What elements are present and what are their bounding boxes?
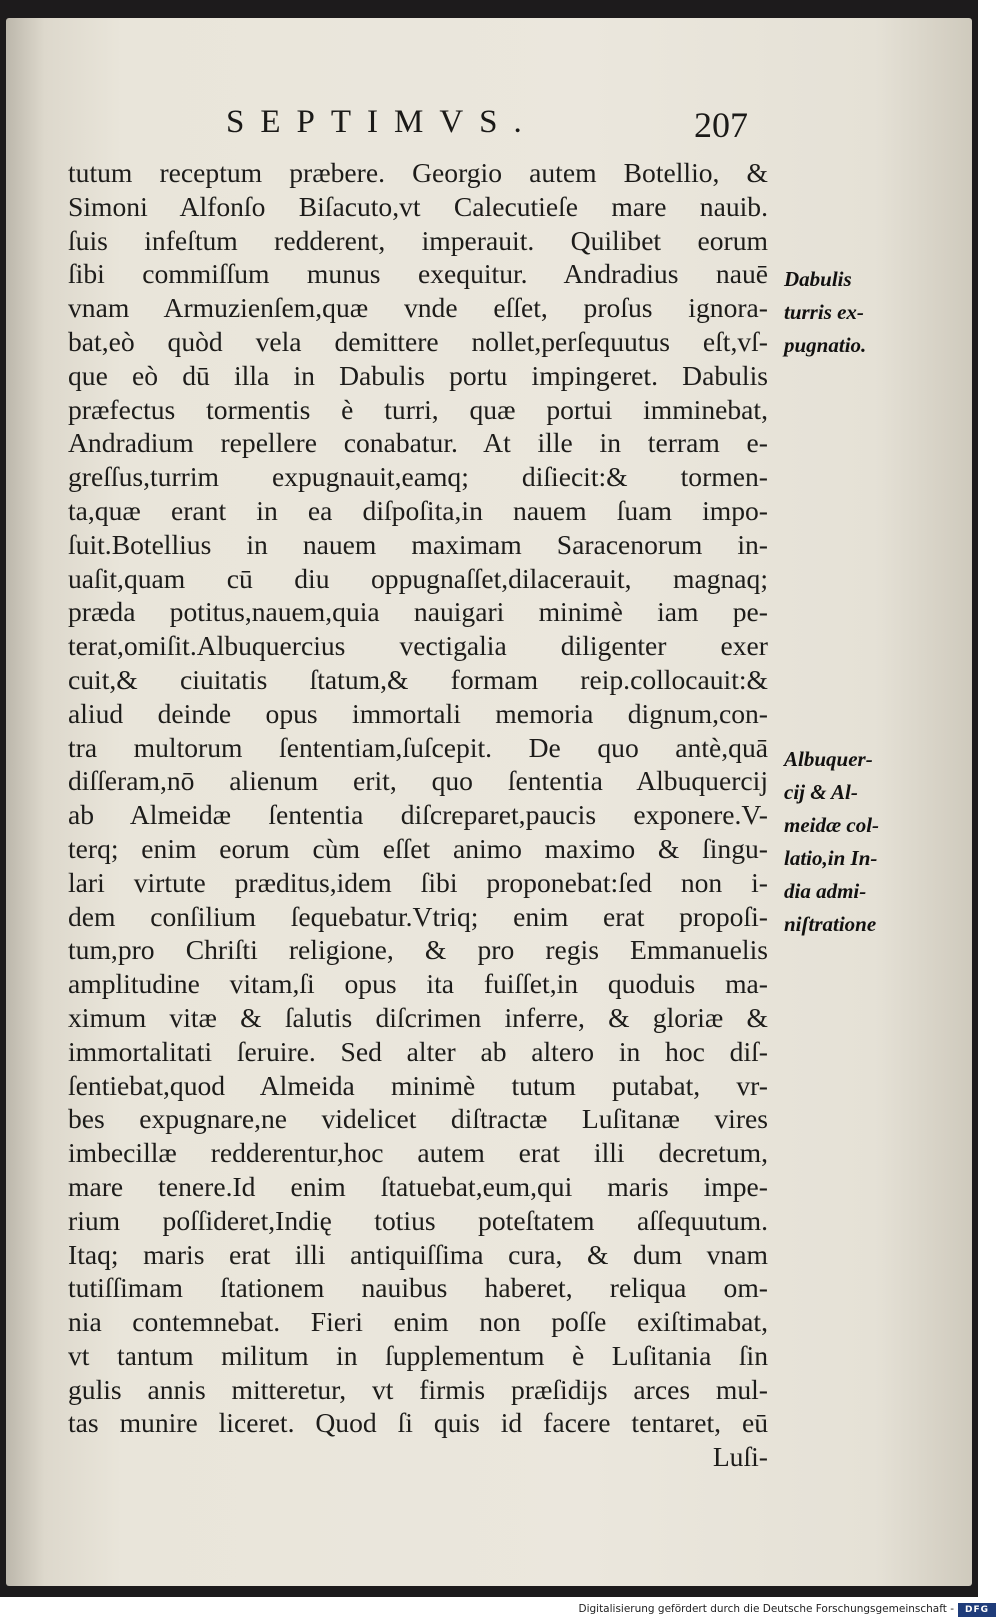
text-line: mare tenere.Id enim ſtatuebat,eum,qui maris impe- [68, 1170, 768, 1202]
text-line: diſſeram,nō alienum erit, quo ſententia Albuquercij [68, 765, 768, 797]
text-line: aliud deinde opus immortali memoria dignum,con- [68, 697, 768, 729]
text-line: vnam Armuzienſem,quæ vnde eſſet, proſus ignora- [68, 292, 768, 324]
text-line: tum,pro Chriſti religione, & pro regis Emmanuelis [68, 934, 768, 966]
marginal-note-line: dia admi- [784, 879, 867, 903]
text-line: terq; enim eorum cùm eſſet animo maximo & ſingu- [68, 832, 768, 864]
marginal-note-dabulis [784, 263, 964, 362]
text-line: Simoni Alfonſo Biſacuto,vt Calecutieſe mare nauib. [68, 190, 768, 222]
text-line: greſſus,turrim expugnauit,eamq; diſiecit:& tormen- [68, 461, 768, 493]
main-text-block [68, 156, 768, 1474]
marginal-note-line: Dabulis [784, 267, 852, 291]
text-line: dem conſilium ſequebatur.Vtriq; enim erat propoſi- [68, 900, 768, 932]
text-line: ximum vitæ & ſalutis diſcrimen inferre, & gloriæ & [68, 1001, 768, 1033]
marginal-note-line: niſtratione [784, 912, 877, 936]
text-line: ſentiebat,quod Almeida minimè tutum putabat, vr- [68, 1069, 768, 1101]
text-line: tutum receptum præbere. Georgio autem Botellio, & [68, 157, 768, 188]
dfg-logo: DFG [958, 1603, 996, 1617]
footer-bar [0, 1600, 1000, 1621]
text-line: Andradium repellere conabatur. At ille in terram e- [68, 427, 768, 459]
text-line: præda potitus,nauem,quia nauigari minimè iam pe- [68, 596, 768, 628]
text-line: imbecillæ redderentur,hoc autem erat illi decretum, [68, 1137, 768, 1169]
catchword: Luſi- [712, 1441, 768, 1473]
marginal-note-line: Albuquer- [784, 747, 873, 771]
text-line: lari virtute præditus,idem ſibi proponebat:ſed non i- [68, 866, 768, 898]
footer-credit: Digitalisierung gefördert durch die Deutsche Forschungsgemeinschaft - [578, 1603, 954, 1615]
running-head-title: SEPTIMVS. [226, 104, 538, 140]
text-line: ſuit.Botellius in nauem maximam Saracenorum in- [68, 528, 768, 560]
marginal-note-line: meidæ col- [784, 813, 880, 837]
text-line: tra multorum ſententiam,ſuſcepit. De quo antè,quā [68, 731, 768, 763]
text-line: ſibi commiſſum munus exequitur. Andradius nauē [68, 258, 768, 290]
text-line: rium poſſideret,Indię totius poteſtatem aſſequutum. [68, 1204, 768, 1236]
text-line: cuit,& ciuitatis ſtatum,& formam reip.collocauit:& [68, 663, 768, 695]
text-line: uaſit,quam cū diu oppugnaſſet,dilacerauit, magnaq; [68, 562, 768, 594]
text-line: præfectus tormentis è turri, quæ portui imminebat, [68, 393, 768, 425]
text-line: ab Almeidæ ſententia diſcreparet,paucis exponere.V- [68, 799, 768, 831]
marginal-note-line: cij & Al- [784, 780, 858, 804]
text-line: ſuis infeſtum redderent, imperauit. Quilibet eorum [68, 224, 768, 256]
text-line: gulis annis mitteretur, vt firmis præſidijs arces mul- [68, 1373, 768, 1405]
page-number: 207 [694, 105, 748, 145]
text-line: amplitudine vitam,ſi opus ita fuiſſet,in quoduis ma- [68, 968, 768, 1000]
text-line: vt tantum militum in ſupplementum è Luſitania ſin [68, 1339, 768, 1371]
marginal-note-line: turris ex- [784, 300, 864, 324]
text-line: ta,quæ erant in ea diſpoſita,in nauem ſuam impo- [68, 494, 768, 526]
text-line: nia contemnebat. Fieri enim non poſſe exiſtimabat, [68, 1306, 768, 1338]
text-line: bat,eò quòd vela demittere nollet,perſequutus eſt,vſ- [68, 325, 768, 357]
text-line: tas munire liceret. Quod ſi quis id facere tentaret, eū [68, 1407, 768, 1439]
marginal-note-albuquercius [784, 743, 964, 941]
text-line: bes expugnare,ne videlicet diſtractæ Luſitanæ vires [68, 1103, 768, 1135]
text-line: immortalitati ſeruire. Sed alter ab altero in hoc diſ- [68, 1035, 768, 1067]
book-page [6, 18, 972, 1586]
text-line: terat,omiſit.Albuquercius vectigalia diligenter exer [68, 630, 768, 662]
text-line: que eò dū illa in Dabulis portu impingeret. Dabulis [68, 359, 768, 391]
text-line: tutiſſimam ſtationem nauibus haberet, reliqua om- [68, 1272, 768, 1304]
marginal-note-line: latio,in In- [784, 846, 878, 870]
marginal-note-line: pugnatio. [784, 333, 867, 357]
text-line: Itaq; maris erat illi antiquiſſima cura, & dum vnam [68, 1238, 768, 1270]
running-head [6, 104, 972, 154]
